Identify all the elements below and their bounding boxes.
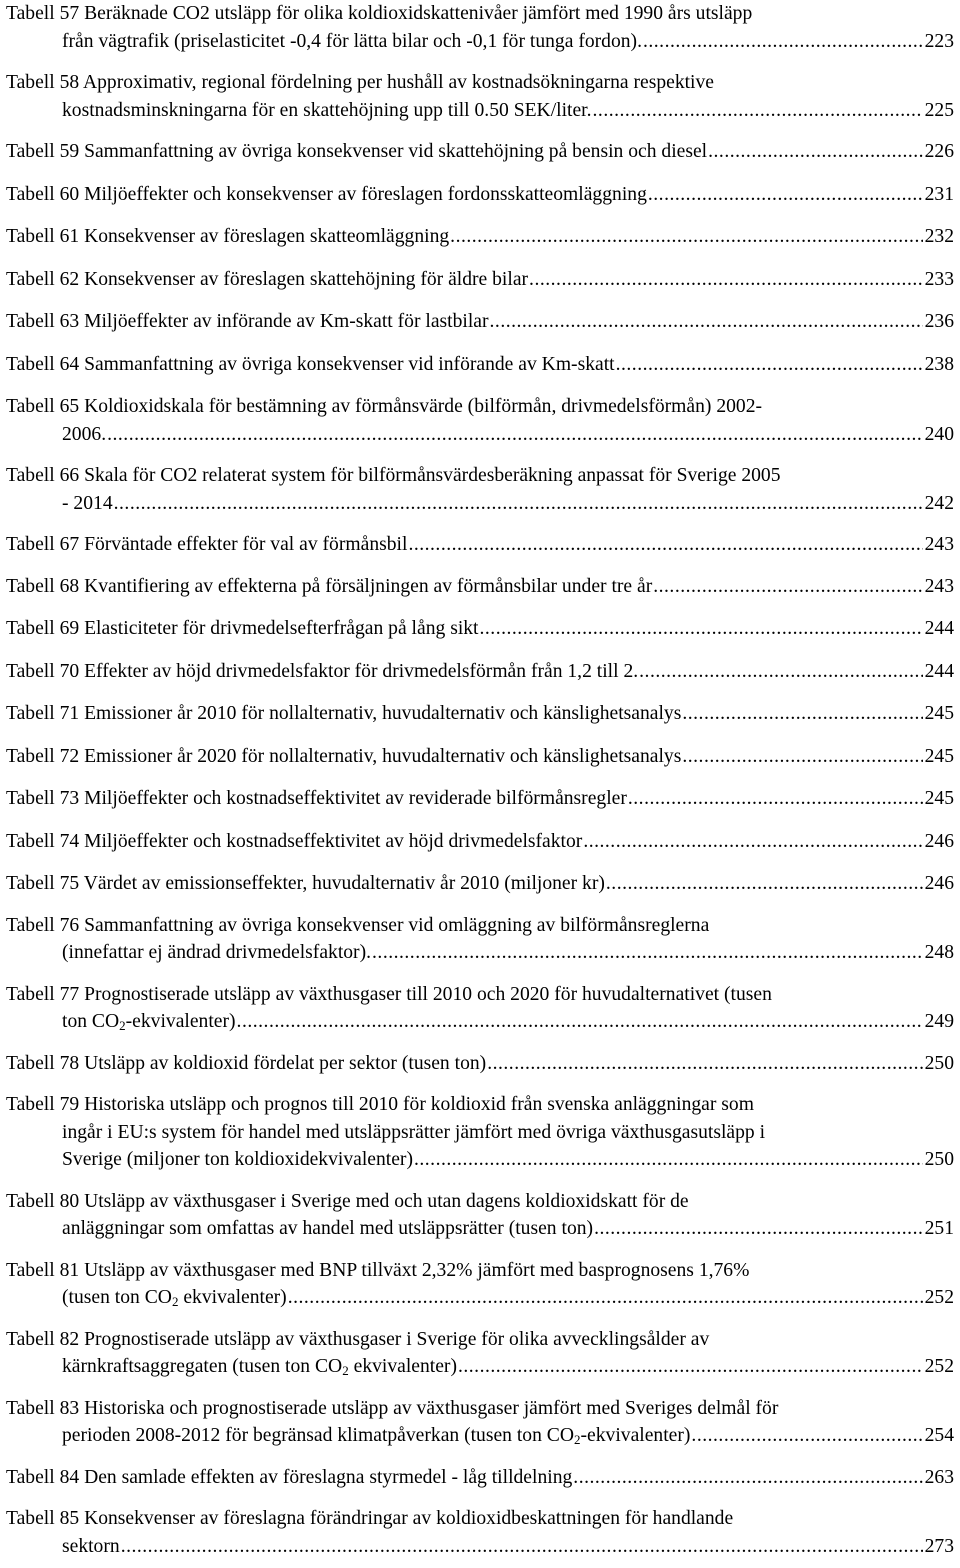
toc-entry-title xyxy=(6,828,582,856)
page-number: 244 xyxy=(924,618,954,639)
toc-entry-title-line: Tabell 57 Beräknade CO2 utsläpp för olika koldioxidskattenivåer jämfört med 1990 års utsläpp xyxy=(6,3,753,24)
toc-entry-title xyxy=(62,1422,690,1450)
toc-entry-leader-line xyxy=(6,308,954,336)
toc-entry[interactable] xyxy=(6,531,954,559)
toc-entry-title-part: Tabell 63 Miljöeffekter av införande av Km-skatt för lastbilar xyxy=(6,311,489,332)
dot-leader xyxy=(458,1353,923,1381)
toc-entry-leader-line xyxy=(6,1464,954,1492)
page-number: 254 xyxy=(924,1425,954,1446)
toc-entry-leader-line xyxy=(62,1353,954,1381)
toc-entry-title-line: Tabell 58 Approximativ, regional fördelning per hushåll av kostnadsökningarna respektive xyxy=(6,72,714,93)
toc-entry-title-part: kostnadsminskningarna för en skattehöjning upp till 0.50 SEK/liter. xyxy=(62,99,592,121)
toc-entry-title-part: sektorn xyxy=(62,1535,120,1557)
toc-entry-title-part: (tusen ton CO xyxy=(62,1287,172,1308)
page-number: 225 xyxy=(924,99,954,121)
toc-entry-title-line: Tabell 81 Utsläpp av växthusgaser med BNP tillväxt 2,32% jämfört med basprognosens 1,76% xyxy=(6,1259,750,1281)
toc-entry-leader-line xyxy=(6,223,954,251)
toc-entry-title-part: perioden 2008-2012 för begränsad klimatpåverkan (tusen ton CO xyxy=(62,1425,575,1446)
dot-leader xyxy=(653,573,922,601)
toc-entry-title xyxy=(6,1050,486,1078)
toc-entry-leader-line xyxy=(6,658,954,686)
page-number: 251 xyxy=(924,1218,954,1239)
toc-entry-title xyxy=(62,1284,287,1312)
dot-leader xyxy=(616,351,923,379)
toc-entry-title-part: Tabell 78 Utsläpp av koldioxid fördelat per sektor (tusen ton) xyxy=(6,1052,487,1074)
toc-entry-leader-line xyxy=(62,1146,954,1174)
toc-entry-title xyxy=(6,615,479,643)
page-number: 250 xyxy=(924,1149,954,1170)
toc-entry-title-part: Tabell 68 Kvantifiering av effekterna på försäljningen av förmånsbilar under tre år xyxy=(6,575,653,597)
dot-leader xyxy=(237,1008,923,1036)
toc-entry-title-part: Tabell 69 Elasticiteter för drivmedelsefterfrågan på lång sikt xyxy=(6,618,479,639)
toc-entry-title xyxy=(6,743,681,771)
toc-entry[interactable] xyxy=(6,912,954,967)
toc-entry-title xyxy=(62,490,113,518)
dot-leader xyxy=(682,743,922,771)
toc-entry-leader-line xyxy=(62,939,954,967)
toc-entry[interactable] xyxy=(6,1464,954,1492)
page-number: 236 xyxy=(924,311,954,332)
toc-entry[interactable] xyxy=(6,1326,954,1381)
dot-leader xyxy=(643,28,923,56)
toc-entry-title xyxy=(6,870,605,898)
toc-entry-title-part: ekvivalenter) xyxy=(178,1287,287,1308)
toc-entry-title xyxy=(6,785,627,813)
toc-entry-title-part: Tabell 61 Konsekvenser av föreslagen skatteomläggning xyxy=(6,226,450,247)
page-number: 223 xyxy=(924,30,954,52)
dot-leader xyxy=(691,1422,922,1450)
page-number: 245 xyxy=(924,788,954,809)
toc-entry[interactable] xyxy=(6,462,954,517)
toc-entry-title-line: Tabell 77 Prognostiserade utsläpp av växthusgaser till 2010 och 2020 för huvudalternativet (tusen xyxy=(6,983,772,1005)
subscript: 2 xyxy=(574,1432,581,1447)
page-number: 263 xyxy=(924,1466,954,1488)
toc-entry-title xyxy=(6,181,647,209)
toc-entry[interactable] xyxy=(6,828,954,856)
toc-entry-leader-line xyxy=(6,870,954,898)
toc-entry-title xyxy=(62,1008,236,1036)
subscript: 2 xyxy=(342,1363,349,1378)
toc-entry[interactable] xyxy=(6,1257,954,1312)
subscript: 2 xyxy=(171,1294,179,1309)
dot-leader xyxy=(121,1533,923,1561)
subscript: 2 xyxy=(119,1018,126,1033)
page-number: 245 xyxy=(924,745,954,767)
toc-entry[interactable] xyxy=(6,1091,954,1174)
toc-entry-leader-line xyxy=(6,573,954,601)
dot-leader xyxy=(583,828,922,856)
toc-entry-leader-line xyxy=(6,138,954,166)
toc-entry[interactable] xyxy=(6,351,954,379)
toc-entry-leader-line xyxy=(62,1284,954,1312)
dot-leader xyxy=(372,939,923,967)
toc-entry[interactable] xyxy=(6,1395,954,1450)
toc-entry-title-line: Tabell 79 Historiska utsläpp och prognos till 2010 för koldioxid från svenska anläggningar som xyxy=(6,1094,754,1115)
dot-leader xyxy=(606,870,923,898)
dot-leader xyxy=(639,658,922,686)
toc-entry-title xyxy=(62,97,592,125)
toc-entry-title xyxy=(62,421,106,449)
toc-entry-leader-line xyxy=(6,1050,954,1078)
toc-entry-title-part: Tabell 67 Förväntade effekter för val av förmånsbil xyxy=(6,534,408,555)
page-number: 242 xyxy=(924,492,954,514)
dot-leader xyxy=(628,785,923,813)
toc-entry-title-part: - 2014 xyxy=(62,492,113,514)
toc-entry-leader-line xyxy=(6,181,954,209)
toc-entry[interactable] xyxy=(6,700,954,728)
dot-leader xyxy=(594,1215,923,1243)
page-number: 248 xyxy=(924,942,954,963)
toc-entry[interactable] xyxy=(6,1050,954,1078)
toc-entry-title xyxy=(6,700,681,728)
dot-leader xyxy=(708,138,922,166)
toc-entry[interactable] xyxy=(6,1505,954,1560)
toc-entry-title xyxy=(6,1464,572,1492)
page-number: 246 xyxy=(924,873,954,894)
toc-entry-leader-line xyxy=(62,421,954,449)
toc-entry-leader-line xyxy=(62,490,954,518)
dot-leader xyxy=(529,266,923,294)
page-number: 243 xyxy=(924,534,954,555)
toc-entry-leader-line xyxy=(6,828,954,856)
toc-entry-title-part: ton CO xyxy=(62,1011,120,1032)
toc-entry-leader-line xyxy=(6,531,954,559)
toc-entry-title-part: Tabell 59 Sammanfattning av övriga konsekvenser vid skattehöjning på bensin och diesel xyxy=(6,141,708,162)
dot-leader xyxy=(450,223,922,251)
toc-entry-title-part: ekvivalenter) xyxy=(348,1356,457,1377)
dot-leader xyxy=(682,700,922,728)
toc-entry[interactable] xyxy=(6,743,954,771)
toc-entry-leader-line xyxy=(6,743,954,771)
page-number: 226 xyxy=(924,141,954,162)
toc-entry-title-part: kärnkraftsaggregaten (tusen ton CO xyxy=(62,1356,343,1377)
dot-leader xyxy=(414,1146,923,1174)
page-number: 249 xyxy=(924,1011,954,1032)
toc-entry[interactable] xyxy=(6,658,954,686)
toc-entry-title xyxy=(6,223,449,251)
page-number: 240 xyxy=(924,423,954,445)
toc-entry-title-part: -ekvivalenter) xyxy=(125,1011,236,1032)
dot-leader xyxy=(573,1464,922,1492)
dot-leader xyxy=(408,531,922,559)
dot-leader xyxy=(114,490,923,518)
toc-entry-title xyxy=(62,1215,593,1243)
toc-entry[interactable] xyxy=(6,308,954,336)
page-number: 244 xyxy=(924,660,954,682)
page-number: 232 xyxy=(924,226,954,247)
toc-entry-leader-line xyxy=(6,700,954,728)
page-number: 246 xyxy=(924,830,954,852)
toc-entry-title-part: Tabell 73 Miljöeffekter och kostnadseffektivitet av reviderade bilförmånsregler xyxy=(6,788,627,809)
page-number: 233 xyxy=(924,268,954,290)
toc-entry-title-part: (innefattar ej ändrad drivmedelsfaktor). xyxy=(62,942,372,963)
toc-entry[interactable] xyxy=(6,393,954,448)
page-number: 252 xyxy=(924,1287,954,1308)
toc-entry-title-part: Tabell 74 Miljöeffekter och kostnadseffektivitet av höjd drivmedelsfaktor xyxy=(6,830,583,852)
toc-entry-title xyxy=(62,1353,457,1381)
toc-entry[interactable] xyxy=(6,870,954,898)
toc-entry[interactable] xyxy=(6,138,954,166)
toc-entry-title-part: anläggningar som omfattas av handel med utsläppsrätter (tusen ton) xyxy=(62,1218,594,1239)
toc-entry-title-part: Tabell 62 Konsekvenser av föreslagen skattehöjning för äldre bilar xyxy=(6,268,529,290)
toc-entry-title-line: Tabell 85 Konsekvenser av föreslagna förändringar av koldioxidbeskattningen för handlande xyxy=(6,1508,734,1529)
page-number: 273 xyxy=(924,1535,954,1557)
toc-entry-title-part: Tabell 71 Emissioner år 2010 för nollalternativ, huvudalternativ och känslighetsanalys xyxy=(6,703,682,724)
toc-entry-leader-line xyxy=(62,97,954,125)
toc-entry-title-part: Tabell 72 Emissioner år 2020 för nollalternativ, huvudalternativ och känslighetsanalys xyxy=(6,745,682,767)
toc-entry-leader-line xyxy=(62,1533,954,1561)
toc-entry-title xyxy=(6,308,489,336)
toc-entry-title-part: Tabell 64 Sammanfattning av övriga konsekvenser vid införande av Km-skatt xyxy=(6,353,615,375)
toc-entry-title-line: Tabell 82 Prognostiserade utsläpp av växthusgaser i Sverige för olika avvecklingsålder av xyxy=(6,1328,710,1350)
toc-entry-title-part: 2006. xyxy=(62,423,107,445)
toc-entry-title-line: ingår i EU:s system för handel med utsläppsrätter jämfört med övriga växthusgasutsläpp i xyxy=(62,1121,766,1143)
toc-entry-title xyxy=(6,266,528,294)
toc-entry[interactable] xyxy=(6,981,954,1036)
toc-entry[interactable] xyxy=(6,1188,954,1243)
dot-leader xyxy=(487,1050,922,1078)
toc-entry-leader-line xyxy=(6,266,954,294)
toc-entry-title-part: Sverige (miljoner ton koldioxidekvivalenter) xyxy=(62,1149,413,1170)
toc-entry-title xyxy=(6,531,407,559)
dot-leader xyxy=(593,97,923,125)
toc-entry-title-line: Tabell 65 Koldioxidskala för bestämning av förmånsvärde (bilförmån, drivmedelsförmån) 2002- xyxy=(6,396,763,417)
toc-entry-title xyxy=(62,939,371,967)
toc-entry[interactable] xyxy=(6,181,954,209)
toc-entry-leader-line xyxy=(62,28,954,56)
toc-entry-title-line: Tabell 80 Utsläpp av växthusgaser i Sverige med och utan dagens koldioxidskatt för de xyxy=(6,1190,689,1212)
toc-entry-leader-line xyxy=(6,615,954,643)
toc-entry-title xyxy=(6,658,638,686)
dot-leader xyxy=(288,1284,923,1312)
toc-entry-title xyxy=(62,28,642,56)
toc-entry-title-part: Tabell 84 Den samlade effekten av föreslagna styrmedel - låg tilldelning xyxy=(6,1466,573,1488)
toc-entry-title xyxy=(6,573,652,601)
dot-leader xyxy=(480,615,923,643)
toc-entry-leader-line xyxy=(62,1008,954,1036)
dot-leader xyxy=(648,181,923,209)
toc-entry[interactable] xyxy=(6,615,954,643)
page-number: 250 xyxy=(924,1052,954,1074)
toc-entry[interactable] xyxy=(6,0,954,55)
page-number: 252 xyxy=(924,1356,954,1377)
page-number: 243 xyxy=(924,575,954,597)
toc-entry[interactable] xyxy=(6,573,954,601)
toc-entry-title-part: från vägtrafik (priselasticitet -0,4 för lätta bilar och -0,1 för tunga fordon). xyxy=(62,30,642,52)
toc-entry-title-part: Tabell 70 Effekter av höjd drivmedelsfaktor för drivmedelsförmån från 1,2 till 2. xyxy=(6,660,639,682)
toc-entry-leader-line xyxy=(6,351,954,379)
toc-entry-leader-line xyxy=(62,1422,954,1450)
page-number: 245 xyxy=(924,703,954,724)
page-number: 231 xyxy=(924,183,954,205)
toc-entry-leader-line xyxy=(6,785,954,813)
toc-entry-title-part: Tabell 75 Värdet av emissionseffekter, huvudalternativ år 2010 (miljoner kr) xyxy=(6,873,605,894)
toc-entry-title-line: Tabell 66 Skala för CO2 relaterat system för bilförmånsvärdesberäkning anpassat för Sverige 2005 xyxy=(6,465,781,486)
toc-entry-leader-line xyxy=(62,1215,954,1243)
toc-entry[interactable] xyxy=(6,223,954,251)
toc-entry-title-line: Tabell 76 Sammanfattning av övriga konsekvenser vid omläggning av bilförmånsreglerna xyxy=(6,914,710,936)
toc-entry-title-part: Tabell 60 Miljöeffekter och konsekvenser av föreslagen fordonsskatteomläggning xyxy=(6,183,647,205)
toc-entry[interactable] xyxy=(6,69,954,124)
toc-entry-title-part: -ekvivalenter) xyxy=(580,1425,691,1446)
toc-entry-title xyxy=(62,1533,120,1561)
toc-entry[interactable] xyxy=(6,785,954,813)
dot-leader xyxy=(107,421,923,449)
dot-leader xyxy=(490,308,923,336)
toc-entry[interactable] xyxy=(6,266,954,294)
page-number: 238 xyxy=(924,353,954,375)
toc-entry-title-line: Tabell 83 Historiska och prognostiserade utsläpp av växthusgaser jämfört med Sveriges delmål för xyxy=(6,1397,779,1419)
toc-entry-title xyxy=(6,351,615,379)
toc-entry-title xyxy=(62,1146,413,1174)
toc-entry-title xyxy=(6,138,707,166)
